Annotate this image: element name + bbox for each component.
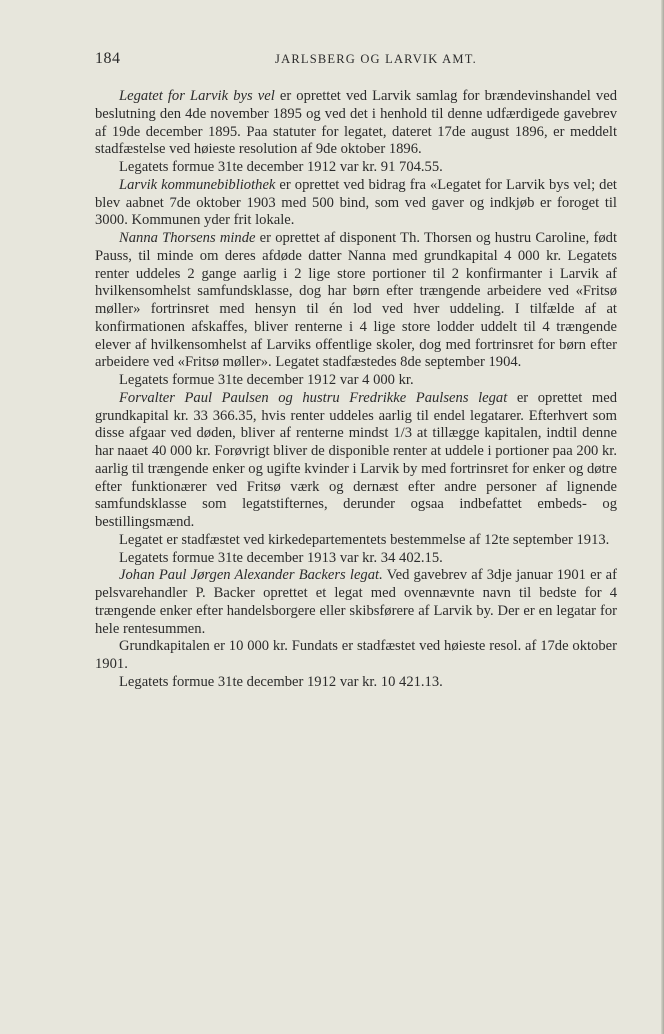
paragraph-text: Ved gavebrev af 3dje januar 1901 er af pelsvarehandler P. Backer oprettet et legat med ovennævnte navn til bedste for 4 trængende enker efter handelsborgere eller skibsførere af Larvik by. Der er en legatar for hele rentesummen. bbox=[95, 567, 617, 637]
paragraph-backers-legat bbox=[95, 567, 617, 638]
paragraph-formue-2: Legatets formue 31te december 1912 var 4 000 kr. bbox=[119, 372, 414, 388]
paragraph-title: Legatet for Larvik bys vel bbox=[119, 88, 275, 104]
running-head: JARLSBERG OG LARVIK AMT. bbox=[275, 52, 477, 66]
paragraph-stadfaestet: Legatet er stadfæstet ved kirkedepartementets bestemmelse af 12te september 1913. bbox=[119, 531, 610, 548]
paragraph-nanna-thorsens-minde bbox=[95, 230, 617, 372]
paragraph-title: Larvik kommunebibliothek bbox=[119, 176, 276, 193]
paragraph-grundkapital: Grundkapitalen er 10 000 kr. Fundats er stadfæstet ved høieste resol. af 17de oktober 1901. bbox=[95, 638, 617, 672]
paragraph-text: er oprettet med grundkapital kr. 33 366.35, hvis renter uddeles aarlig til endel legatarer. Efterhvert som disse afgaar ved døden, bliver af renterne mindst 1/3 at tillægge kapitalen, indtil denne har naaet 40 000 kr. Forøvrigt bliver de disponible renter at uddele i portioner paa 200 kr. aarlig til trængende enker og ugifte kvinder i Larvik by med fortrinsret for enker og døtre efter funktionærer ved Fritsø værk og dernæst efter andre personer af lignende samfundsklasse som legatstifternes, derunder ogsaa indbefattet embeds- og bestillingsmænd. bbox=[95, 389, 617, 530]
paragraph-paulsens-legat bbox=[95, 390, 617, 532]
paragraph-legatet-larvik-bys-vel bbox=[95, 88, 617, 159]
paragraph-formue-4: Legatets formue 31te december 1912 var kr. 10 421.13. bbox=[119, 673, 443, 690]
paragraph-formue-3: Legatets formue 31te december 1913 var kr. 34 402.15. bbox=[119, 549, 443, 566]
paragraph-text: er oprettet ved bidrag fra «Legatet for Larvik bys vel; det blev aabnet 7de oktober 1903 med 500 bind, som ved gaver og indkjøb er foroget til 3000. Kommunen yder frit lokale. bbox=[95, 176, 617, 229]
paragraph-text: er oprettet af disponent Th. Thorsen og hustru Caroline, født Pauss, til minde om deres afdøde datter Nanna med grundkapital 4 000 kr. Legatets renter uddeles 2 gange aarlig i 2 lige store portioner til 2 konfirmanter i Larvik af hvilkensomhelst samfundsklasse, dog har børn efter trængende arbeidere ved «Fritsø møller» fortrinsret med hensyn til én lod ved hver uddeling. I tilfælde af at konfirmationen afskaffes, bliver renterne i 4 lige store lodder uddelt til 4 trængende elever af hvilkensomhelst af Larviks offentlige skoler, dog med fortrinsret for børn efter arbeidere ved «Fritsø møller». Legatet stadfæstedes 8de september 1904. bbox=[95, 230, 617, 371]
paragraph-title: Nanna Thorsens minde bbox=[119, 230, 256, 246]
paragraph-formue-1: Legatets formue 31te december 1912 var kr. 91 704.55. bbox=[119, 159, 443, 175]
paragraph-text: er oprettet ved Larvik samlag for brændevinshandel ved beslutning den 4de november 1895 og ved det i henhold til denne udfærdigede gavebrev af 19de december 1895. Paa statuter for legatet, dateret 17de august 1896, er meddelt stadfæstelse ved høieste resolution af 9de oktober 1896. bbox=[95, 88, 617, 158]
page-header bbox=[95, 50, 617, 72]
paragraph-title: Johan Paul Jørgen Alexander Backers legat. bbox=[119, 567, 383, 584]
body-text bbox=[95, 88, 617, 692]
paragraph-title: Forvalter Paul Paulsen og hustru Fredrikke Paulsens legat bbox=[119, 389, 508, 406]
paragraph-kommunebibliothek bbox=[95, 177, 617, 230]
page-number: 184 bbox=[95, 50, 121, 67]
